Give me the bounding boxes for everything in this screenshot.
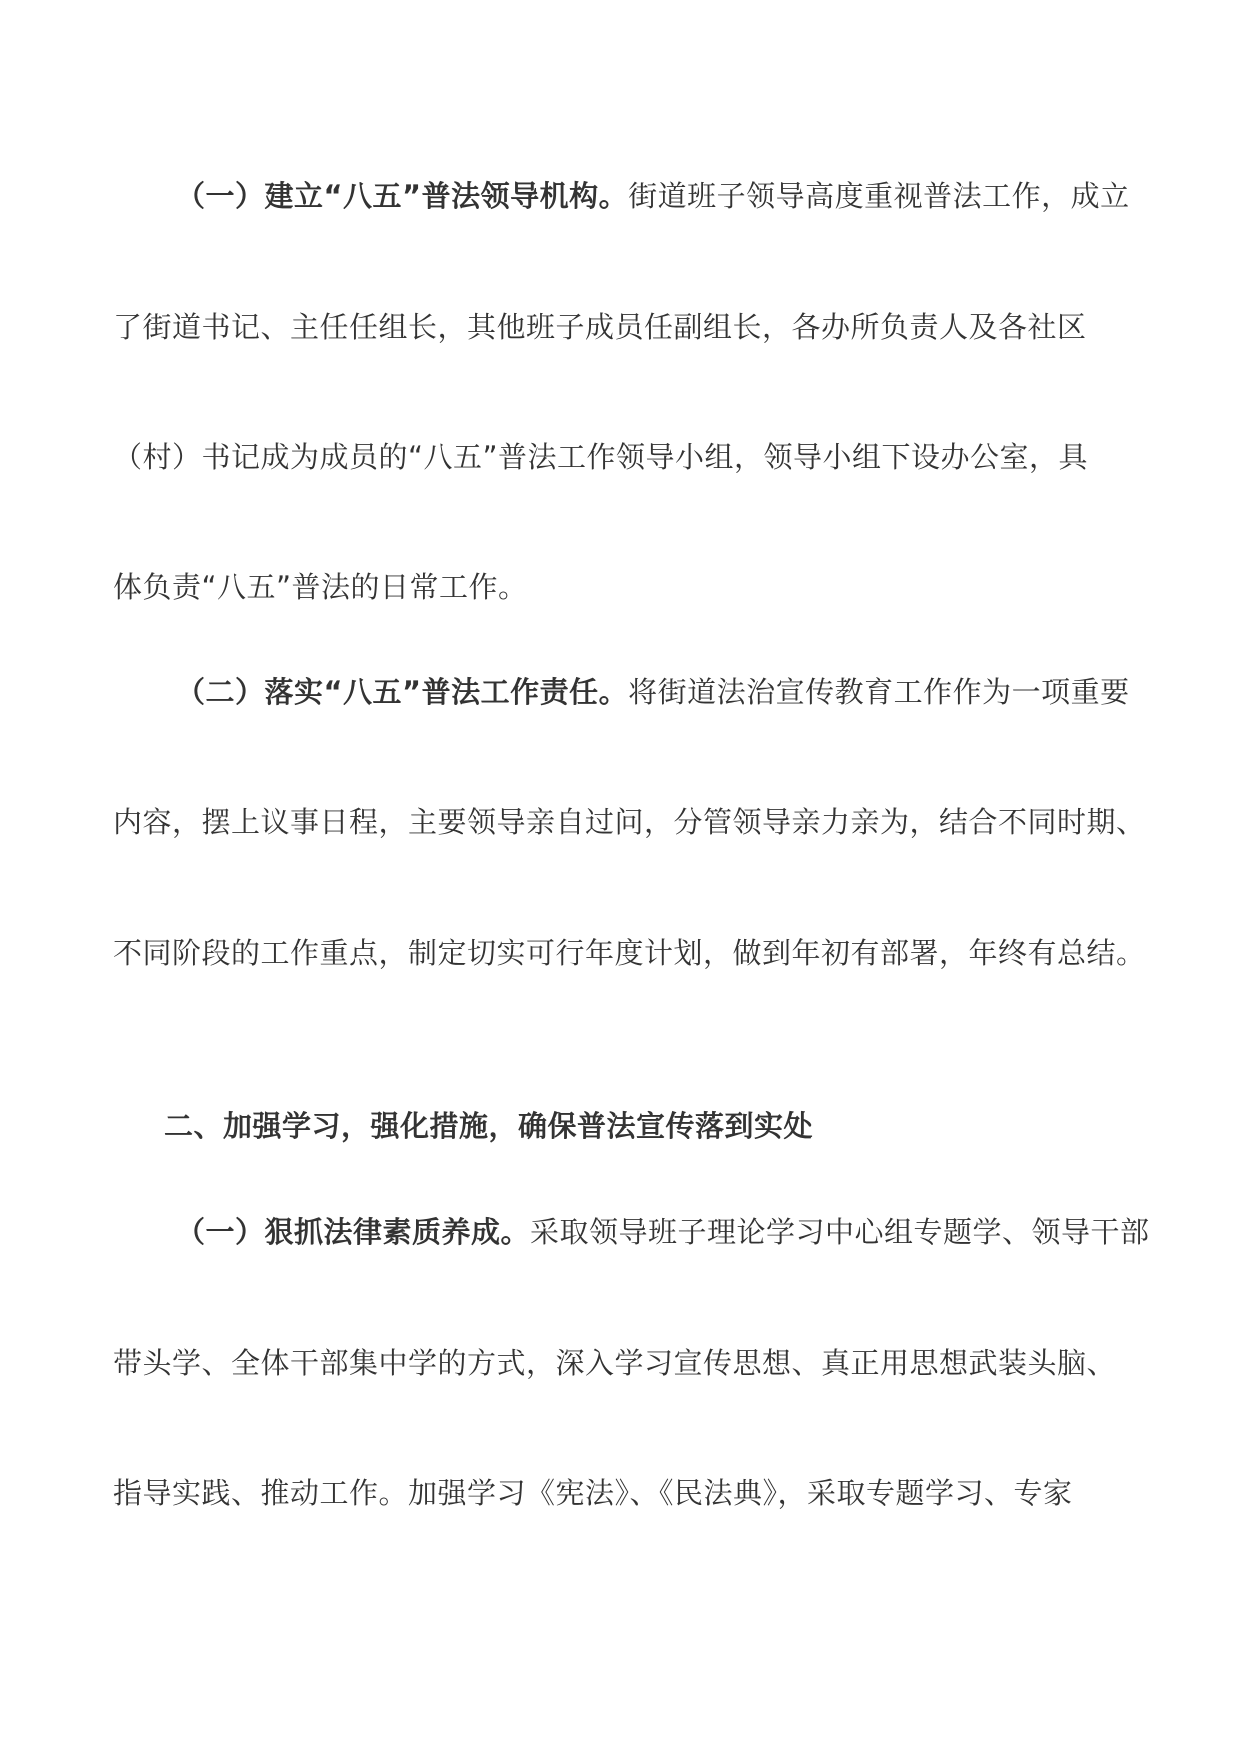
paragraph-text: 街道班子领导高度重视普法工作，成立: [628, 179, 1130, 213]
section-heading: 二、加强学习，强化措施，确保普法宣传落到实处: [164, 1109, 814, 1143]
paragraph-line: 不同阶段的工作重点，制定切实可行年度计划，做到年初有部署，年终有总结。: [113, 936, 1146, 970]
paragraph-text: 将街道法治宣传教育工作作为一项重要: [628, 675, 1130, 709]
item-title: （二）落实“八五”普法工作责任。: [176, 675, 629, 709]
paragraph-line: 体负责“八五”普法的日常工作。: [113, 570, 528, 604]
paragraph-line: 带头学、全体干部集中学的方式，深入学习宣传思想、真正用思想武装头脑、: [113, 1346, 1117, 1380]
item-title: （一）狠抓法律素质养成。: [176, 1215, 531, 1249]
paragraph-line: （村）书记成为成员的“八五”普法工作领导小组，领导小组下设办公室，具: [113, 440, 1089, 474]
paragraph-line: 指导实践、推动工作。加强学习《宪法》、《民法典》，采取专题学习、专家: [113, 1476, 1073, 1510]
item-title: （一）建立“八五”普法领导机构。: [176, 179, 629, 213]
paragraph-line: 了街道书记、主任任组长，其他班子成员任副组长，各办所负责人及各社区: [113, 310, 1087, 344]
paragraph-line: 内容，摆上议事日程，主要领导亲自过问，分管领导亲力亲为，结合不同时期、: [113, 805, 1146, 839]
paragraph-line: [176, 672, 1130, 712]
paragraph-line: [176, 1212, 1150, 1252]
paragraph-text: 采取领导班子理论学习中心组专题学、领导干部: [530, 1215, 1150, 1249]
paragraph-line: [176, 176, 1130, 216]
